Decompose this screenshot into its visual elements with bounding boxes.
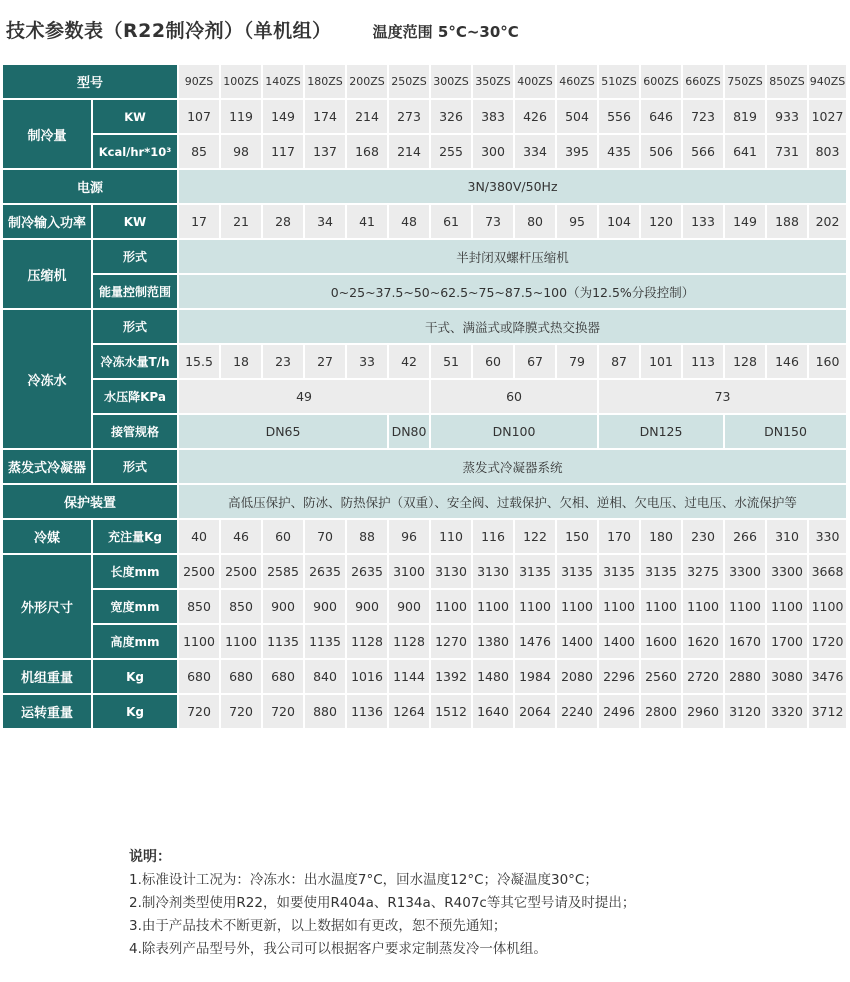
note-line: 3.由于产品技术不断更新，以上数据如有更改，恕不预先通知； [129,918,507,934]
cooling-kw-cell: 819 [724,99,766,134]
model-cell: 400ZS [514,64,556,99]
running-weight-cell: 1640 [472,694,514,729]
height-cell: 1700 [766,624,808,659]
unit-weight-cell: 3476 [808,659,847,694]
refrigerant-charge-label: 充注量Kg [92,519,178,554]
cooling-kw-cell: 119 [220,99,262,134]
page-header [6,16,519,46]
width-cell: 1100 [724,589,766,624]
refrigerant-cell: 110 [430,519,472,554]
cooling-kcal-cell: 435 [598,134,640,169]
input-power-cell: 133 [682,204,724,239]
note-line: 4.除表列产品型号外，我公司可以根据客户要求定制蒸发冷一体机组。 [129,941,547,957]
cooling-kw-cell: 107 [178,99,220,134]
unit-weight-cell: 2296 [598,659,640,694]
input-power-label: 制冷输入功率 [2,204,92,239]
refrigerant-cell: 122 [514,519,556,554]
pipe-spec-group: DN125 [598,414,724,449]
row-power [2,169,847,204]
cooling-kcal-cell: 803 [808,134,847,169]
water-flow-cell: 146 [766,344,808,379]
width-cell: 900 [388,589,430,624]
cooling-label: 制冷量 [2,99,92,169]
unit-weight-cell: 840 [304,659,346,694]
length-label: 长度mm [92,554,178,589]
model-cell: 250ZS [388,64,430,99]
row-model [2,64,847,99]
water-flow-cell: 128 [724,344,766,379]
height-cell: 1670 [724,624,766,659]
input-power-cell: 95 [556,204,598,239]
capacity-control-label: 能量控制范围 [92,274,178,309]
unit-weight-unit: Kg [92,659,178,694]
row-protection [2,484,847,519]
model-cell: 350ZS [472,64,514,99]
cooling-kcal-cell: 334 [514,134,556,169]
cooling-kcal-cell: 85 [178,134,220,169]
width-cell: 900 [262,589,304,624]
unit-weight-cell: 2080 [556,659,598,694]
unit-weight-cell: 1144 [388,659,430,694]
refrigerant-cell: 230 [682,519,724,554]
pipe-spec-group: DN80 [388,414,430,449]
water-pressure-group: 60 [430,379,598,414]
length-cell: 3135 [598,554,640,589]
water-pressure-label: 水压降KPa [92,379,178,414]
running-weight-cell: 3320 [766,694,808,729]
model-cell: 940ZS [808,64,847,99]
unit-weight-cell: 680 [220,659,262,694]
refrigerant-cell: 150 [556,519,598,554]
input-power-cell: 21 [220,204,262,239]
model-cell: 200ZS [346,64,388,99]
height-cell: 1135 [262,624,304,659]
height-cell: 1128 [346,624,388,659]
water-flow-cell: 42 [388,344,430,379]
height-cell: 1135 [304,624,346,659]
power-label: 电源 [2,169,178,204]
running-weight-cell: 1264 [388,694,430,729]
length-cell: 2635 [304,554,346,589]
compressor-type-label: 形式 [92,239,178,274]
condenser-type-value: 蒸发式冷凝器系统 [178,449,847,484]
water-flow-cell: 79 [556,344,598,379]
unit-weight-cell: 1480 [472,659,514,694]
cooling-kw-cell: 149 [262,99,304,134]
length-cell: 3135 [514,554,556,589]
running-weight-cell: 2240 [556,694,598,729]
water-flow-cell: 101 [640,344,682,379]
row-water-pressure [2,379,847,414]
length-cell: 2500 [220,554,262,589]
cooling-kcal-label: Kcal/hr*10³ [92,134,178,169]
pipe-spec-label: 接管规格 [92,414,178,449]
input-power-cell: 149 [724,204,766,239]
row-width [2,589,847,624]
cooling-kcal-cell: 98 [220,134,262,169]
unit-weight-cell: 680 [262,659,304,694]
cooling-kw-cell: 214 [346,99,388,134]
width-cell: 1100 [766,589,808,624]
running-weight-cell: 720 [262,694,304,729]
water-flow-cell: 87 [598,344,640,379]
length-cell: 3300 [766,554,808,589]
unit-weight-cell: 1984 [514,659,556,694]
running-weight-cell: 1512 [430,694,472,729]
water-pressure-group: 49 [178,379,430,414]
unit-weight-cell: 2880 [724,659,766,694]
model-cell: 140ZS [262,64,304,99]
running-weight-cell: 3712 [808,694,847,729]
chilled-water-type-label: 形式 [92,309,178,344]
height-cell: 1720 [808,624,847,659]
cooling-kcal-cell: 395 [556,134,598,169]
chilled-water-flow-label: 冷冻水量T/h [92,344,178,379]
note-line: 1.标准设计工况为：冷冻水：出水温度7°C，回水温度12°C；冷凝温度30°C； [129,872,598,888]
cooling-kw-cell: 933 [766,99,808,134]
cooling-kcal-cell: 566 [682,134,724,169]
row-cooling-kw [2,99,847,134]
protection-value: 高低压保护、防冰、防热保护（双重）、安全阀、过载保护、欠相、逆相、欠电压、过电压、水流保护等 [178,484,847,519]
water-flow-cell: 60 [472,344,514,379]
input-power-cell: 188 [766,204,808,239]
row-running-weight [2,694,847,729]
height-cell: 1128 [388,624,430,659]
width-cell: 1100 [514,589,556,624]
height-label: 高度mm [92,624,178,659]
input-power-cell: 28 [262,204,304,239]
height-cell: 1270 [430,624,472,659]
width-cell: 900 [346,589,388,624]
running-weight-unit: Kg [92,694,178,729]
height-cell: 1476 [514,624,556,659]
length-cell: 3130 [472,554,514,589]
cooling-kcal-cell: 300 [472,134,514,169]
height-cell: 1100 [220,624,262,659]
length-cell: 3135 [640,554,682,589]
cooling-kcal-cell: 117 [262,134,304,169]
model-cell: 510ZS [598,64,640,99]
running-weight-label: 运转重量 [2,694,92,729]
cooling-kcal-cell: 168 [346,134,388,169]
cooling-kw-cell: 174 [304,99,346,134]
cooling-kcal-cell: 641 [724,134,766,169]
cooling-kw-cell: 1027 [808,99,847,134]
unit-weight-cell: 680 [178,659,220,694]
unit-weight-cell: 2560 [640,659,682,694]
pipe-spec-group: DN65 [178,414,388,449]
running-weight-cell: 2064 [514,694,556,729]
width-label: 宽度mm [92,589,178,624]
pipe-spec-group: DN150 [724,414,847,449]
refrigerant-cell: 266 [724,519,766,554]
cooling-kcal-cell: 214 [388,134,430,169]
water-flow-cell: 15.5 [178,344,220,379]
cooling-kw-cell: 556 [598,99,640,134]
refrigerant-cell: 310 [766,519,808,554]
model-cell: 460ZS [556,64,598,99]
refrigerant-cell: 330 [808,519,847,554]
length-cell: 3668 [808,554,847,589]
width-cell: 1100 [682,589,724,624]
input-power-cell: 73 [472,204,514,239]
row-length [2,554,847,589]
notes-section [129,846,635,961]
model-cell: 180ZS [304,64,346,99]
cooling-kcal-cell: 731 [766,134,808,169]
refrigerant-cell: 60 [262,519,304,554]
note-line: 2.制冷剂类型使用R22，如要使用R404a、R134a、R407c等其它型号请及时提出； [129,895,636,911]
dimensions-label: 外形尺寸 [2,554,92,659]
cooling-kw-cell: 426 [514,99,556,134]
row-input-power [2,204,847,239]
refrigerant-cell: 46 [220,519,262,554]
model-label: 型号 [2,64,178,99]
input-power-cell: 104 [598,204,640,239]
refrigerant-cell: 170 [598,519,640,554]
width-cell: 1100 [598,589,640,624]
running-weight-cell: 2960 [682,694,724,729]
row-compressor-type [2,239,847,274]
cooling-kw-cell: 646 [640,99,682,134]
row-chilled-water-type [2,309,847,344]
cooling-kcal-cell: 255 [430,134,472,169]
length-cell: 3275 [682,554,724,589]
model-cell: 100ZS [220,64,262,99]
length-cell: 3100 [388,554,430,589]
row-pipe-spec [2,414,847,449]
compressor-type-value: 半封闭双螺杆压缩机 [178,239,847,274]
water-flow-cell: 160 [808,344,847,379]
water-flow-cell: 67 [514,344,556,379]
running-weight-cell: 1136 [346,694,388,729]
input-power-cell: 120 [640,204,682,239]
cooling-kcal-cell: 506 [640,134,682,169]
row-height [2,624,847,659]
unit-weight-cell: 1016 [346,659,388,694]
input-power-cell: 80 [514,204,556,239]
water-flow-cell: 23 [262,344,304,379]
width-cell: 850 [220,589,262,624]
water-flow-cell: 33 [346,344,388,379]
cooling-kw-cell: 723 [682,99,724,134]
running-weight-cell: 880 [304,694,346,729]
row-chilled-water-flow [2,344,847,379]
cooling-kw-cell: 326 [430,99,472,134]
input-power-cell: 202 [808,204,847,239]
model-cell: 300ZS [430,64,472,99]
water-flow-cell: 27 [304,344,346,379]
running-weight-cell: 720 [178,694,220,729]
cooling-kw-cell: 273 [388,99,430,134]
height-cell: 1620 [682,624,724,659]
width-cell: 850 [178,589,220,624]
length-cell: 3135 [556,554,598,589]
water-flow-cell: 51 [430,344,472,379]
height-cell: 1380 [472,624,514,659]
row-refrigerant [2,519,847,554]
height-cell: 1400 [598,624,640,659]
power-value: 3N/380V/50Hz [178,169,847,204]
unit-weight-label: 机组重量 [2,659,92,694]
unit-weight-cell: 3080 [766,659,808,694]
capacity-control-value: 0~25~37.5~50~62.5~75~87.5~100（为12.5%分段控制） [178,274,847,309]
refrigerant-cell: 40 [178,519,220,554]
length-cell: 2585 [262,554,304,589]
condenser-label: 蒸发式冷凝器 [2,449,92,484]
height-cell: 1600 [640,624,682,659]
cooling-kw-cell: 383 [472,99,514,134]
row-unit-weight [2,659,847,694]
water-flow-cell: 18 [220,344,262,379]
row-cooling-kcal [2,134,847,169]
input-power-cell: 34 [304,204,346,239]
length-cell: 3130 [430,554,472,589]
chilled-water-type-value: 干式、满溢式或降膜式热交换器 [178,309,847,344]
input-power-cell: 17 [178,204,220,239]
length-cell: 2500 [178,554,220,589]
model-cell: 850ZS [766,64,808,99]
length-cell: 3300 [724,554,766,589]
refrigerant-label: 冷媒 [2,519,92,554]
width-cell: 1100 [472,589,514,624]
running-weight-cell: 3120 [724,694,766,729]
width-cell: 1100 [556,589,598,624]
model-cell: 600ZS [640,64,682,99]
condenser-type-label: 形式 [92,449,178,484]
running-weight-cell: 2496 [598,694,640,729]
compressor-label: 压缩机 [2,239,92,309]
water-pressure-group: 73 [598,379,847,414]
refrigerant-cell: 116 [472,519,514,554]
notes-title: 说明： [129,849,171,865]
cooling-kw-label: KW [92,99,178,134]
spec-table [1,63,848,730]
input-power-unit: KW [92,204,178,239]
refrigerant-cell: 96 [388,519,430,554]
width-cell: 1100 [808,589,847,624]
row-compressor-capacity [2,274,847,309]
row-condenser [2,449,847,484]
input-power-cell: 48 [388,204,430,239]
height-cell: 1100 [178,624,220,659]
running-weight-cell: 720 [220,694,262,729]
pipe-spec-group: DN100 [430,414,598,449]
refrigerant-cell: 88 [346,519,388,554]
unit-weight-cell: 1392 [430,659,472,694]
cooling-kcal-cell: 137 [304,134,346,169]
width-cell: 1100 [430,589,472,624]
running-weight-cell: 2800 [640,694,682,729]
refrigerant-cell: 70 [304,519,346,554]
water-flow-cell: 113 [682,344,724,379]
chilled-water-label: 冷冻水 [2,309,92,449]
width-cell: 1100 [640,589,682,624]
height-cell: 1400 [556,624,598,659]
width-cell: 900 [304,589,346,624]
cooling-kw-cell: 504 [556,99,598,134]
model-cell: 750ZS [724,64,766,99]
unit-weight-cell: 2720 [682,659,724,694]
temperature-range: 温度范围 5°C~30°C [372,23,519,41]
protection-label: 保护装置 [2,484,178,519]
length-cell: 2635 [346,554,388,589]
model-cell: 660ZS [682,64,724,99]
refrigerant-cell: 180 [640,519,682,554]
model-cell: 90ZS [178,64,220,99]
page-title: 技术参数表（R22制冷剂）（单机组） [6,20,332,42]
input-power-cell: 41 [346,204,388,239]
input-power-cell: 61 [430,204,472,239]
